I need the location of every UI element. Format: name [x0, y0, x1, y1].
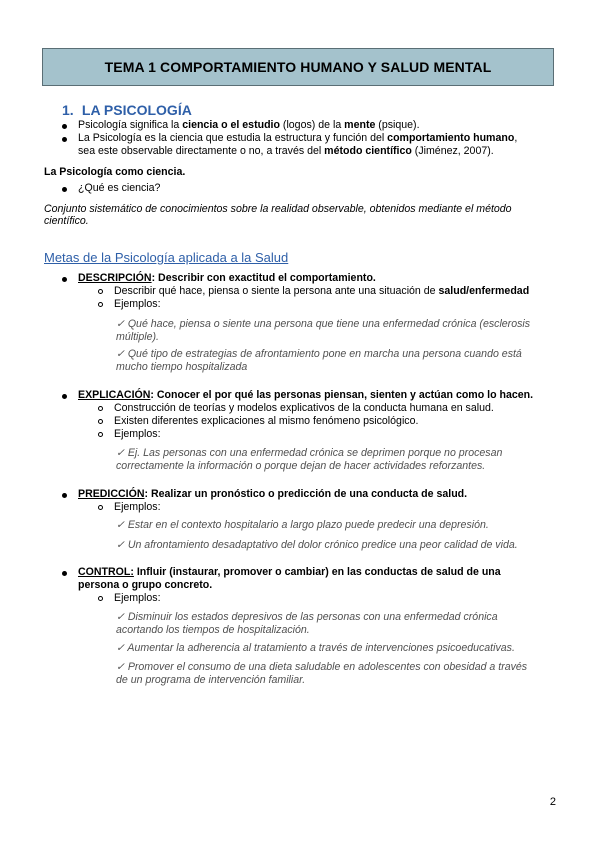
section-heading — [62, 102, 192, 118]
example-text: múltiple). — [116, 331, 159, 343]
bullet-ring — [98, 302, 103, 307]
example-text: ✓ Disminuir los estados depresivos de las personas con una enfermedad crónica — [116, 611, 498, 623]
goal-prediccion: PREDICCIÓN: Realizar un pronóstico o predicción de una conducta de salud. — [78, 488, 468, 500]
list-item: Describir qué hace, piensa o siente la persona ante una situación de salud/enfermedad — [114, 285, 530, 297]
list-item-continued: sea este observable directamente o no, a través del método científico (Jiménez, 2007). — [78, 145, 494, 157]
bullet-dot — [62, 187, 67, 192]
example-text: ✓ Un afrontamiento desadaptativo del dolor crónico predice una peor calidad de vida. — [116, 539, 518, 551]
section-link-heading: Metas de la Psicología aplicada a la Salud — [44, 250, 289, 265]
bullet-dot — [62, 137, 67, 142]
page-title-text: TEMA 1 COMPORTAMIENTO HUMANO Y SALUD MENTAL — [104, 59, 492, 75]
example-text: ✓ Ej. Las personas con una enfermedad crónica se deprimen porque no procesan — [116, 447, 503, 459]
example-text: ✓ Qué tipo de estrategias de afrontamiento pone en marcha una persona cuando está — [116, 348, 522, 360]
example-text: acortando los tiempos de hospitalización. — [116, 624, 310, 636]
list-item: Psicología significa la ciencia o el estudio (logos) de la mente (psique). — [78, 119, 420, 131]
bullet-dot — [62, 124, 67, 129]
example-text: correctamente la información o porque dejan de hacer actividades reforzantes. — [116, 460, 486, 472]
definition-text: científico. — [44, 215, 89, 227]
goal-control-continued: persona o grupo concreto. — [78, 579, 213, 591]
bullet-ring — [98, 289, 103, 294]
example-text: ✓ Promover el consumo de una dieta saludable en adolescentes con obesidad a través — [116, 661, 528, 673]
list-item: Existen diferentes explicaciones al mismo fenómeno psicológico. — [114, 415, 419, 427]
bullet-ring — [98, 596, 103, 601]
bullet-dot — [62, 493, 67, 498]
bullet-ring — [98, 419, 103, 424]
section-number: 1. — [62, 102, 74, 118]
bullet-ring — [98, 406, 103, 411]
page-title — [42, 48, 554, 86]
goal-control: CONTROL: Influir (instaurar, promover o cambiar) en las conductas de salud de una — [78, 566, 501, 578]
list-item: Ejemplos: — [114, 298, 161, 310]
list-item: Ejemplos: — [114, 592, 161, 604]
list-item: Ejemplos: — [114, 501, 161, 513]
goal-descripcion: DESCRIPCIÓN: Describir con exactitud el comportamiento. — [78, 272, 376, 284]
bullet-ring — [98, 505, 103, 510]
subheading: La Psicología como ciencia. — [44, 166, 186, 178]
section-title: LA PSICOLOGÍA — [81, 102, 192, 118]
bullet-dot — [62, 277, 67, 282]
definition-text: Conjunto sistemático de conocimientos sobre la realidad observable, obtenidos mediante el método — [44, 203, 512, 215]
example-text: ✓ Estar en el contexto hospitalario a largo plazo puede predecir una depresión. — [116, 519, 489, 531]
example-text: ✓ Aumentar la adherencia al tratamiento a través de intervenciones psicoeducativas. — [116, 642, 515, 654]
bullet-dot — [62, 571, 67, 576]
bullet-ring — [98, 432, 103, 437]
list-item: Ejemplos: — [114, 428, 161, 440]
list-item: La Psicología es la ciencia que estudia la estructura y función del comportamiento humano, — [78, 132, 518, 144]
example-text: mucho tiempo hospitalizada — [116, 361, 248, 373]
bullet-dot — [62, 394, 67, 399]
list-item: ¿Qué es ciencia? — [78, 182, 161, 194]
example-text: de un programa de intervención familiar. — [116, 674, 306, 686]
example-text: ✓ Qué hace, piensa o siente una persona que tiene una enfermedad crónica (esclerosis — [116, 318, 531, 330]
goal-explicacion: EXPLICACIÓN: Conocer el por qué las personas piensan, sienten y actúan como lo hacen. — [78, 389, 534, 401]
page-number: 2 — [549, 796, 556, 808]
list-item: Construcción de teorías y modelos explicativos de la conducta humana en salud. — [114, 402, 494, 414]
